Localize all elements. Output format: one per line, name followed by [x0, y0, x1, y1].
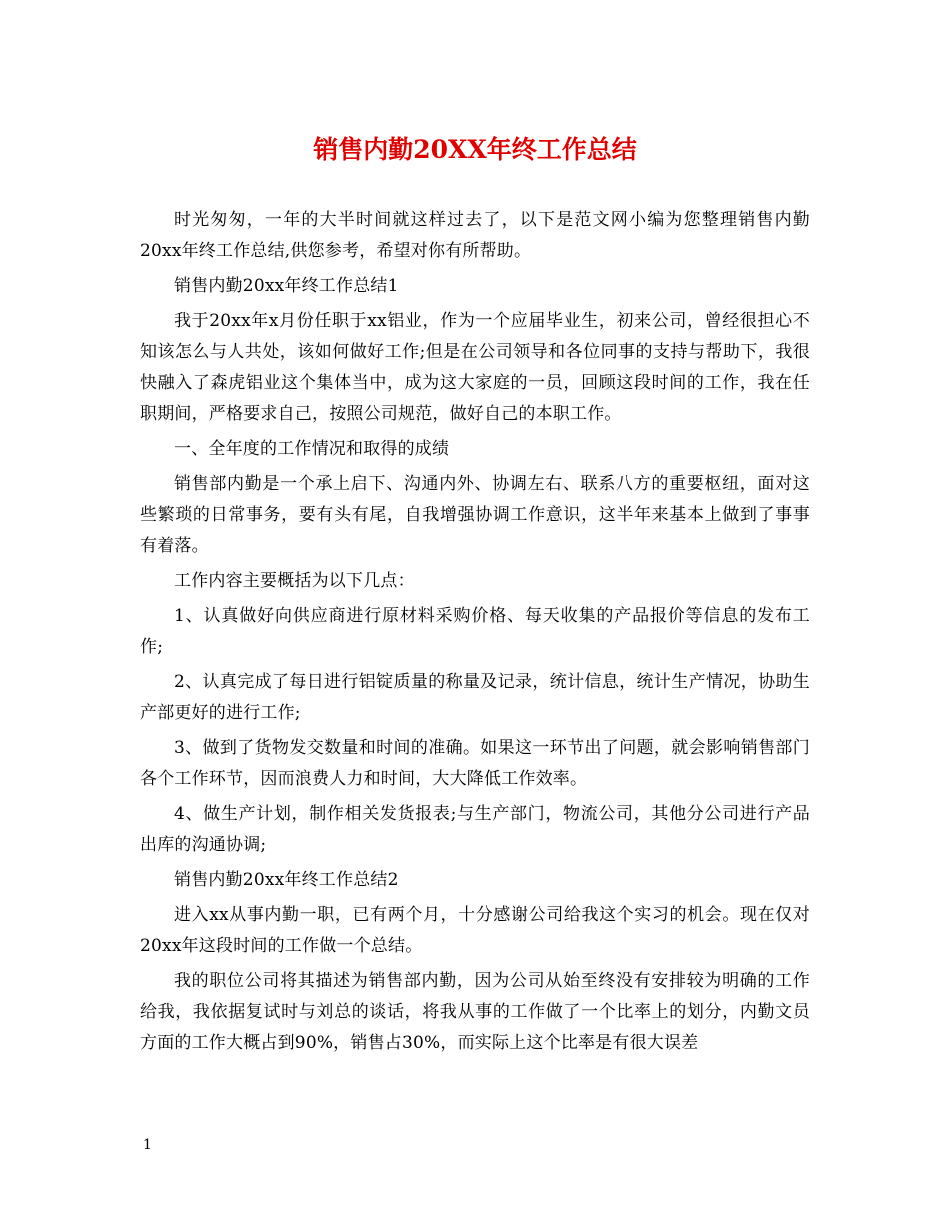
page-number: 1 [143, 1137, 152, 1153]
document-body [140, 205, 810, 1063]
subsection-heading: 一、全年度的工作情况和取得的成绩 [174, 439, 450, 459]
list-item: 2、认真完成了每日进行铝锭质量的称量及记录，统计信息，统计生产情况，协助生产部更好的进行工作; [140, 672, 810, 723]
document-title: 销售内勤20XX年终工作总结 [313, 135, 637, 164]
section-heading-2: 销售内勤20xx年终工作总结2 [174, 870, 399, 890]
paragraph: 销售部内勤是一个承上启下、沟通内外、协调左右、联系八方的重要枢纽，面对这些繁琐的日常事务，要有头有尾，自我增强协调工作意识，这半年来基本上做到了事事有着落。 [140, 474, 810, 556]
section-heading-1: 销售内勤20xx年终工作总结1 [174, 276, 399, 296]
list-item: 3、做到了货物发交数量和时间的准确。如果这一环节出了问题，就会影响销售部门各个工作环节，因而浪费人力和时间，大大降低工作效率。 [140, 738, 810, 789]
paragraph: 我的职位公司将其描述为销售部内勤，因为公司从始至终没有安排较为明确的工作给我，我依据复试时与刘总的谈话，将我从事的工作做了一个比率上的划分，内勤文员方面的工作大概占到90%，销售占30%，而实际上这个比率是有很大误差 [140, 971, 810, 1053]
paragraph: 工作内容主要概括为以下几点： [174, 571, 415, 591]
paragraph: 我于20xx年x月份任职于xx铝业，作为一个应届毕业生，初来公司，曾经很担心不知该怎么与人共处，该如何做好工作;但是在公司领导和各位同事的支持与帮助下，我很快融入了森虎铝业这个集体当中，成为这大家庭的一员，回顾这段时间的工作，我在任职期间，严格要求自己，按照公司规范，做好自己的本职工作。 [140, 311, 810, 424]
list-item: 1、认真做好向供应商进行原材料采购价格、每天收集的产品报价等信息的发布工作; [140, 606, 810, 657]
paragraph-intro: 时光匆匆，一年的大半时间就这样过去了，以下是范文网小编为您整理销售内勤20xx年终工作总结,供您参考，希望对你有所帮助。 [140, 210, 810, 261]
paragraph: 进入xx从事内勤一职，已有两个月，十分感谢公司给我这个实习的机会。现在仅对20xx年这段时间的工作做一个总结。 [140, 905, 810, 956]
list-item: 4、做生产计划，制作相关发货报表;与生产部门，物流公司，其他分公司进行产品出库的沟通协调; [140, 804, 810, 855]
